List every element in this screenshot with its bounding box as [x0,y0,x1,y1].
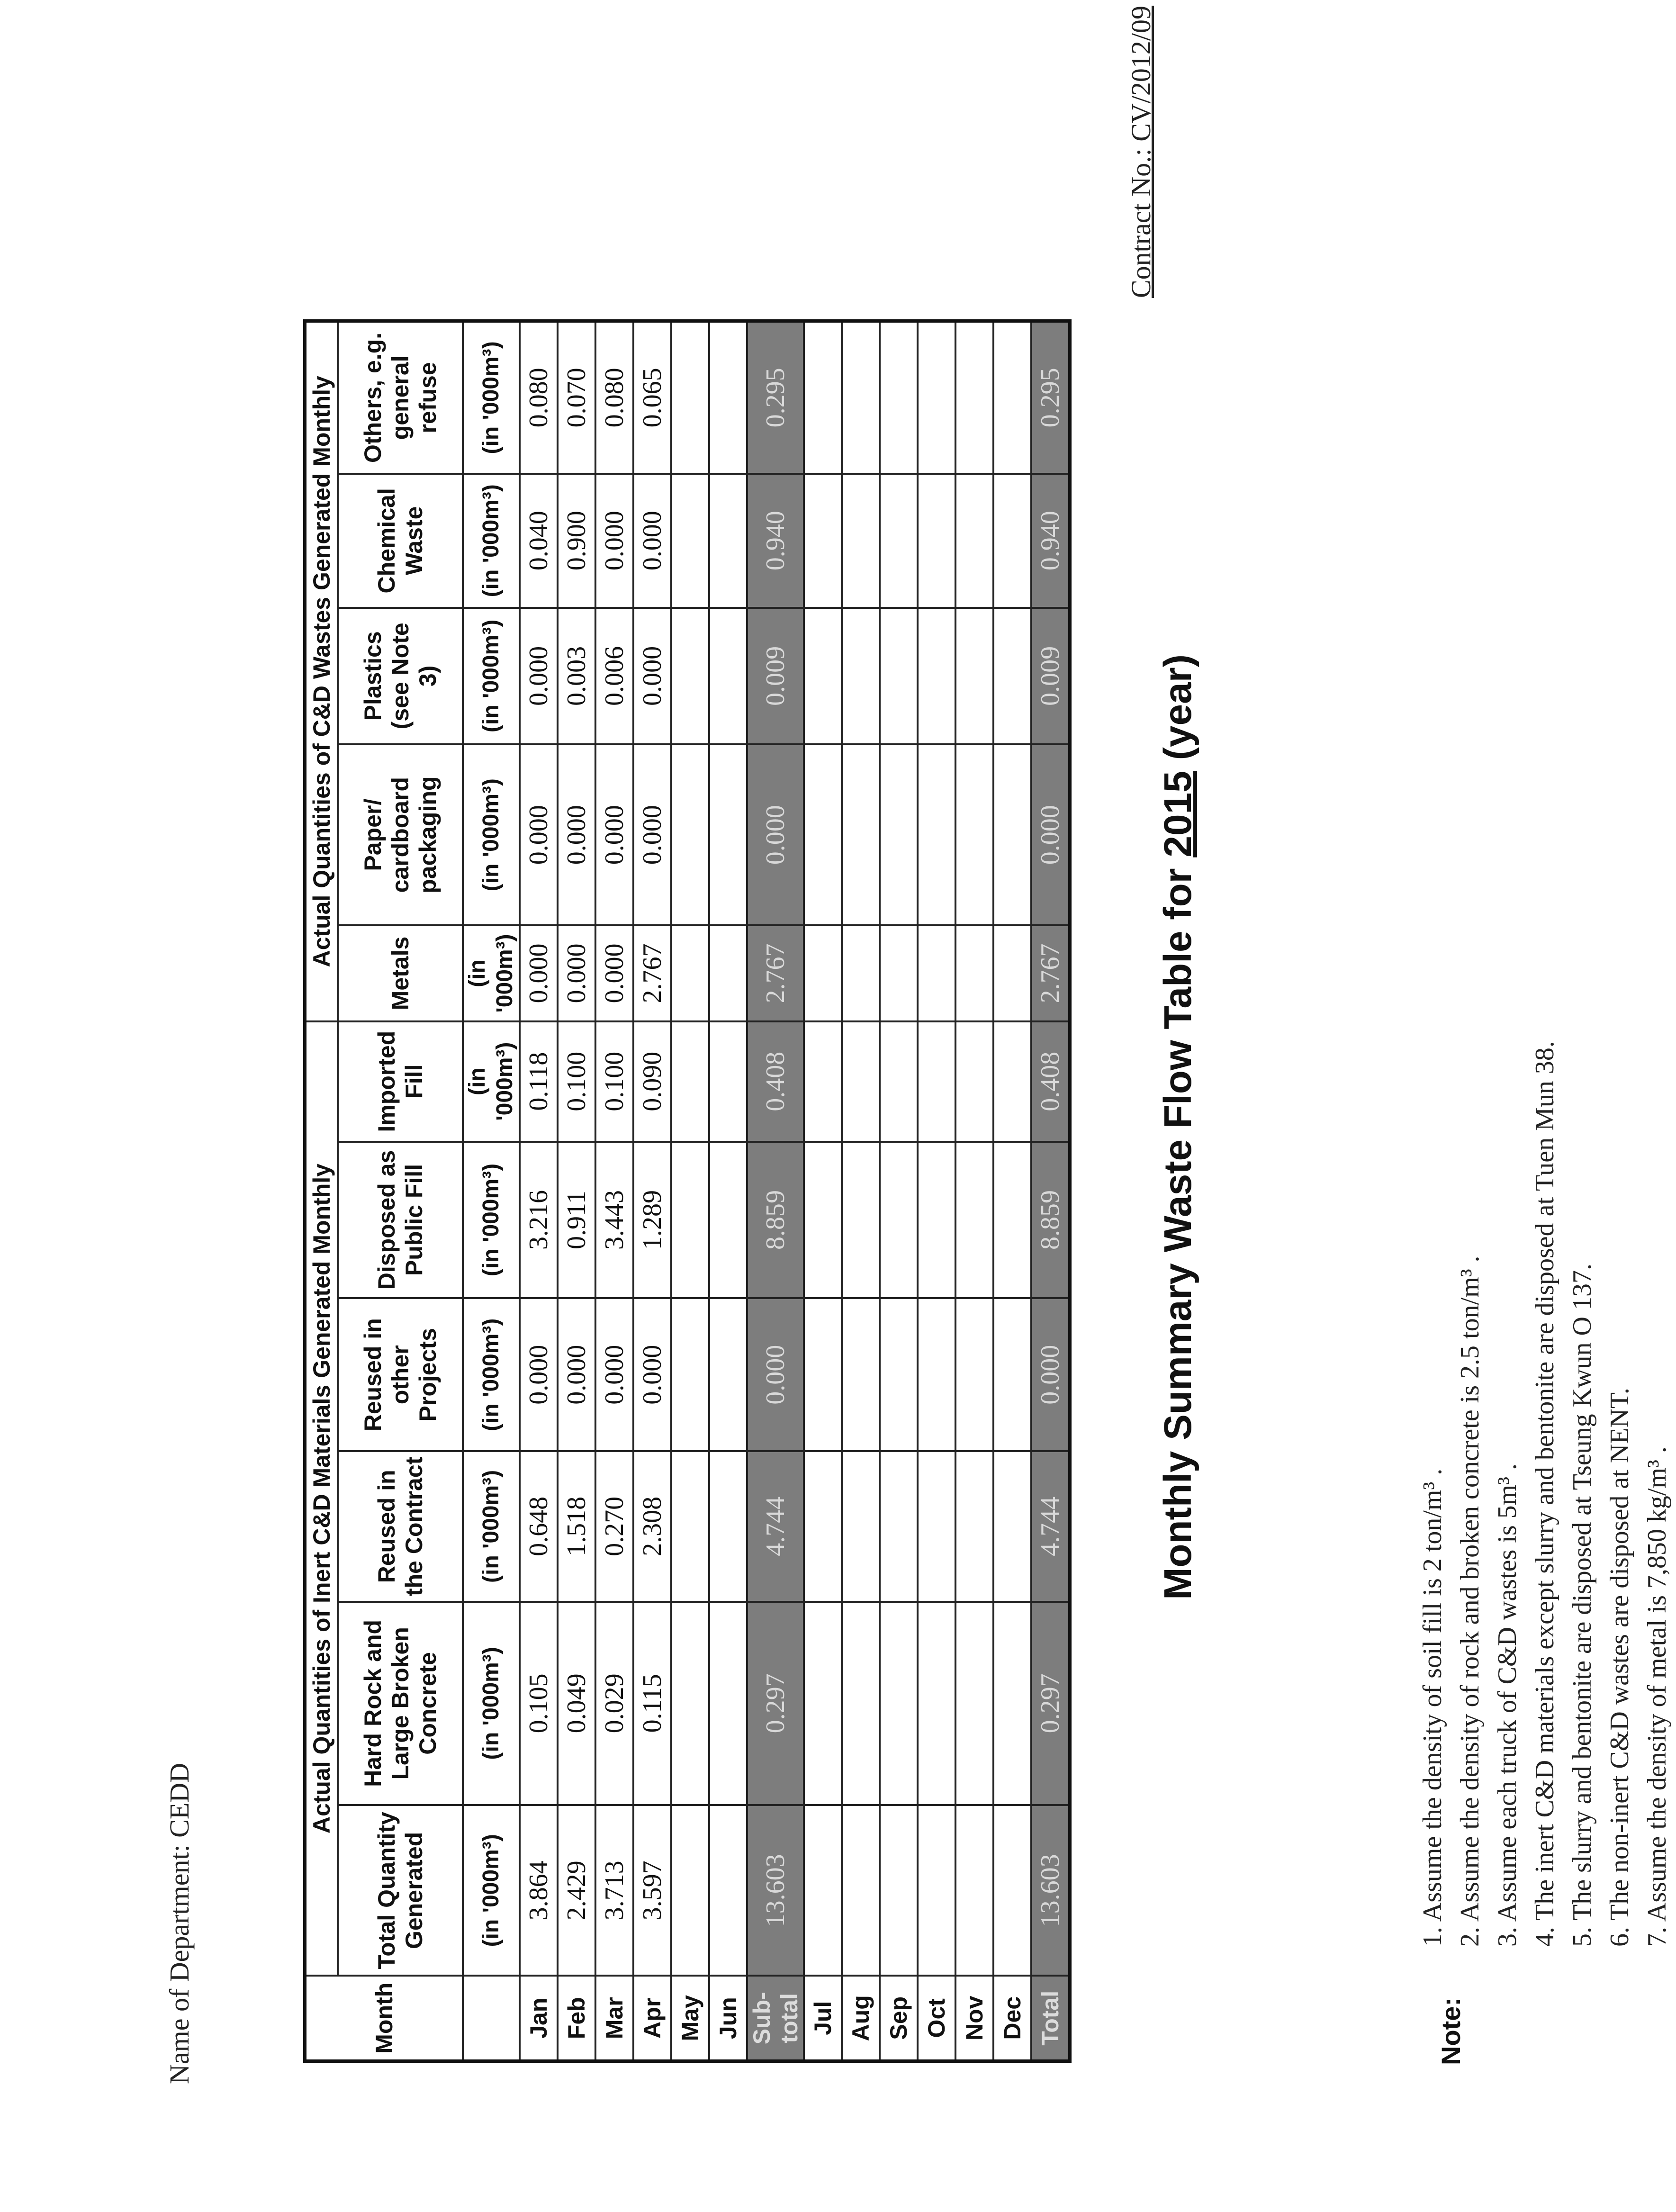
value-cell: 0.100 [595,1021,633,1142]
value-cell: 8.859 [747,1142,804,1299]
contract-number: Contract No.: CV/2012/09 [1126,5,1156,298]
table-total-row [747,321,804,2061]
table-row [595,321,633,2061]
value-cell [671,744,709,925]
value-cell [880,321,918,474]
value-cell: 2.767 [633,925,671,1021]
month-cell: Sub-total [747,1976,804,2061]
unit-label: (in '000m³) [463,1298,520,1451]
value-cell: 0.297 [1031,1602,1070,1806]
value-cell: 2.767 [1031,925,1070,1021]
value-cell [993,1298,1031,1451]
table-row [671,321,709,2061]
unit-row-blank [463,1976,520,2061]
value-cell [671,321,709,474]
column-header: Hard Rock and Large Broken Concrete [338,1602,463,1806]
value-cell [955,608,993,744]
note-item: 5. The slurry and bentonite are disposed at Tseung Kwun O 137. [1568,1264,1597,1947]
value-cell [955,1298,993,1451]
value-cell: 0.000 [633,608,671,744]
value-cell: 4.744 [747,1451,804,1601]
value-cell [804,1298,842,1451]
waste-flow-table [303,319,1072,2063]
column-header: Reused in other Projects [338,1298,463,1451]
value-cell: 2.308 [633,1451,671,1601]
note-item: 3. Assume each truck of C&D wastes is 5m³ . [1493,1463,1522,1947]
value-cell: 3.443 [595,1142,633,1299]
note-item: 4. The inert C&D materials except slurry and bentonite are disposed at Tuen Mun 38. [1530,1041,1559,1947]
value-cell [842,474,880,608]
value-cell: 0.000 [520,608,558,744]
month-cell: Oct [918,1976,955,2061]
value-cell [993,608,1031,744]
value-cell: 0.940 [747,474,804,608]
value-cell [880,925,918,1021]
value-cell [804,1021,842,1142]
value-cell [918,744,955,925]
value-cell: 0.000 [747,1298,804,1451]
column-header: Metals [338,925,463,1021]
note-item: 6. The non-inert C&D wastes are disposed at NENT. [1605,1388,1634,1947]
value-cell: 0.065 [633,321,671,474]
value-cell: 0.911 [558,1142,595,1299]
value-cell: 0.040 [520,474,558,608]
value-cell [709,1298,747,1451]
value-cell [993,321,1031,474]
value-cell [842,744,880,925]
value-cell [955,1602,993,1806]
value-cell: 0.029 [595,1602,633,1806]
value-cell [671,1021,709,1142]
month-cell: Aug [842,1976,880,2061]
value-cell: 0.900 [558,474,595,608]
value-cell: 3.597 [633,1805,671,1976]
value-cell: 0.009 [1031,608,1070,744]
value-cell: 0.080 [595,321,633,474]
value-cell [804,608,842,744]
month-cell: Feb [558,1976,595,2061]
column-header: Reused in the Contract [338,1451,463,1601]
note-item: 7. Assume the density of metal is 7,850 kg/m³ . [1642,1446,1672,1947]
title-year: 2015 [1156,771,1199,858]
value-cell [671,608,709,744]
value-cell: 3.216 [520,1142,558,1299]
value-cell [880,1021,918,1142]
note-item: 2. Assume the density of rock and broken concrete is 2.5 ton/m³ . [1455,1255,1485,1947]
value-cell [842,1451,880,1601]
unit-label: (in '000m³) [463,608,520,744]
value-cell: 0.000 [595,474,633,608]
value-cell: 0.000 [633,744,671,925]
month-cell: Jan [520,1976,558,2061]
value-cell: 0.115 [633,1602,671,1806]
value-cell [842,1021,880,1142]
value-cell: 0.006 [595,608,633,744]
value-cell [918,1142,955,1299]
value-cell [804,474,842,608]
unit-label: (in '000m³) [463,1805,520,1976]
column-header: Imported Fill [338,1021,463,1142]
table-row [558,321,595,2061]
inert-materials-group-header: Actual Quantities of Inert C&D Materials Generated Monthly [305,1021,338,1976]
title-suffix: (year) [1156,654,1199,771]
value-cell [671,1602,709,1806]
value-cell [955,1142,993,1299]
value-cell: 0.408 [747,1021,804,1142]
value-cell [709,1602,747,1806]
value-cell [918,1021,955,1142]
value-cell [709,608,747,744]
value-cell: 0.049 [558,1602,595,1806]
value-cell [880,744,918,925]
value-cell [842,925,880,1021]
month-cell: Apr [633,1976,671,2061]
value-cell: 0.009 [747,608,804,744]
value-cell: 0.000 [520,1298,558,1451]
value-cell [709,925,747,1021]
table-row [918,321,955,2061]
unit-label: (in '000m³) [463,744,520,925]
value-cell: 8.859 [1031,1142,1070,1299]
table-row [842,321,880,2061]
value-cell [842,608,880,744]
month-cell: Jun [709,1976,747,2061]
value-cell [880,1451,918,1601]
value-cell: 0.940 [1031,474,1070,608]
value-cell [993,1142,1031,1299]
value-cell: 3.713 [595,1805,633,1976]
value-cell: 2.429 [558,1805,595,1976]
month-cell: May [671,1976,709,2061]
value-cell [880,1142,918,1299]
value-cell [993,1021,1031,1142]
value-cell [709,1021,747,1142]
table-total-row [1031,321,1070,2061]
value-cell: 0.648 [520,1451,558,1601]
value-cell [804,925,842,1021]
value-cell: 0.090 [633,1021,671,1142]
value-cell: 0.000 [558,1298,595,1451]
note-label: Note: [1436,1997,1466,2065]
value-cell [918,1805,955,1976]
note-item: 1. Assume the density of soil fill is 2 ton/m³ . [1418,1468,1447,1947]
unit-label: (in '000m³) [463,1142,520,1299]
value-cell [671,474,709,608]
value-cell [671,1142,709,1299]
value-cell [709,1451,747,1601]
column-header: Disposed as Public Fill [338,1142,463,1299]
value-cell [842,1805,880,1976]
column-header: Total Quantity Generated [338,1805,463,1976]
value-cell [955,321,993,474]
value-cell: 4.744 [1031,1451,1070,1601]
value-cell: 0.003 [558,608,595,744]
value-cell: 0.000 [747,744,804,925]
month-cell: Dec [993,1976,1031,2061]
value-cell [709,474,747,608]
value-cell: 0.118 [520,1021,558,1142]
value-cell [955,1451,993,1601]
value-cell [918,1298,955,1451]
value-cell: 0.000 [1031,744,1070,925]
value-cell [993,1602,1031,1806]
cd-wastes-group-header: Actual Quantities of C&D Wastes Generated Monthly [305,321,338,1021]
value-cell: 0.000 [595,1298,633,1451]
value-cell [804,1805,842,1976]
value-cell: 3.864 [520,1805,558,1976]
value-cell: 0.270 [595,1451,633,1601]
value-cell: 0.295 [1031,321,1070,474]
table-row [633,321,671,2061]
table-row [955,321,993,2061]
unit-label: (in '000m³) [463,1021,520,1142]
value-cell: 0.000 [558,744,595,925]
value-cell [842,1298,880,1451]
value-cell [993,1451,1031,1601]
unit-label: (in '000m³) [463,925,520,1021]
unit-label: (in '000m³) [463,474,520,608]
value-cell [709,1142,747,1299]
value-cell [804,1142,842,1299]
value-cell: 0.000 [520,744,558,925]
value-cell: 0.297 [747,1602,804,1806]
notes-list [1414,1041,1676,1947]
value-cell [880,1602,918,1806]
value-cell: 1.289 [633,1142,671,1299]
unit-label: (in '000m³) [463,1451,520,1601]
value-cell [842,1602,880,1806]
month-cell: Total [1031,1976,1070,2061]
value-cell: 0.000 [595,925,633,1021]
value-cell [880,1805,918,1976]
value-cell [842,1142,880,1299]
value-cell [880,608,918,744]
value-cell [842,321,880,474]
month-header: Month [305,1976,463,2061]
value-cell [993,474,1031,608]
value-cell: 0.000 [1031,1298,1070,1451]
value-cell [955,1805,993,1976]
column-header: Chemical Waste [338,474,463,608]
column-header: Others, e.g. general refuse [338,321,463,474]
value-cell: 0.408 [1031,1021,1070,1142]
value-cell: 0.295 [747,321,804,474]
column-header: Plastics (see Note 3) [338,608,463,744]
value-cell: 0.070 [558,321,595,474]
value-cell [804,1602,842,1806]
value-cell: 0.000 [595,744,633,925]
value-cell [918,1451,955,1601]
value-cell: 13.603 [747,1805,804,1976]
value-cell [671,1298,709,1451]
table-row [709,321,747,2061]
value-cell [918,474,955,608]
month-cell: Mar [595,1976,633,2061]
value-cell [709,321,747,474]
value-cell [804,744,842,925]
table-row [804,321,842,2061]
value-cell [918,608,955,744]
title-prefix: Monthly Summary Waste Flow Table for [1156,857,1199,1600]
value-cell [993,744,1031,925]
value-cell: 0.000 [558,925,595,1021]
value-cell [955,1021,993,1142]
value-cell [671,1805,709,1976]
value-cell [993,925,1031,1021]
value-cell [955,744,993,925]
month-cell: Jul [804,1976,842,2061]
value-cell: 1.518 [558,1451,595,1601]
value-cell: 0.080 [520,321,558,474]
value-cell: 2.767 [747,925,804,1021]
value-cell [709,1805,747,1976]
value-cell [880,1298,918,1451]
value-cell: 0.000 [633,474,671,608]
month-cell: Sep [880,1976,918,2061]
unit-label: (in '000m³) [463,1602,520,1806]
value-cell: 0.100 [558,1021,595,1142]
value-cell: 13.603 [1031,1805,1070,1976]
unit-label: (in '000m³) [463,321,520,474]
table-row [993,321,1031,2061]
value-cell [918,1602,955,1806]
value-cell: 0.105 [520,1602,558,1806]
value-cell [671,1451,709,1601]
value-cell [993,1805,1031,1976]
table-row [520,321,558,2061]
value-cell [918,925,955,1021]
value-cell: 0.000 [633,1298,671,1451]
department-name: Name of Department: CEDD [164,1762,195,2084]
value-cell [918,321,955,474]
value-cell [880,474,918,608]
value-cell: 0.000 [520,925,558,1021]
value-cell [709,744,747,925]
value-cell [955,925,993,1021]
value-cell [804,1451,842,1601]
column-header: Paper/ cardboard packaging [338,744,463,925]
page-title [1156,307,1200,1947]
table-row [880,321,918,2061]
value-cell [804,321,842,474]
value-cell [955,474,993,608]
value-cell [671,925,709,1021]
month-cell: Nov [955,1976,993,2061]
